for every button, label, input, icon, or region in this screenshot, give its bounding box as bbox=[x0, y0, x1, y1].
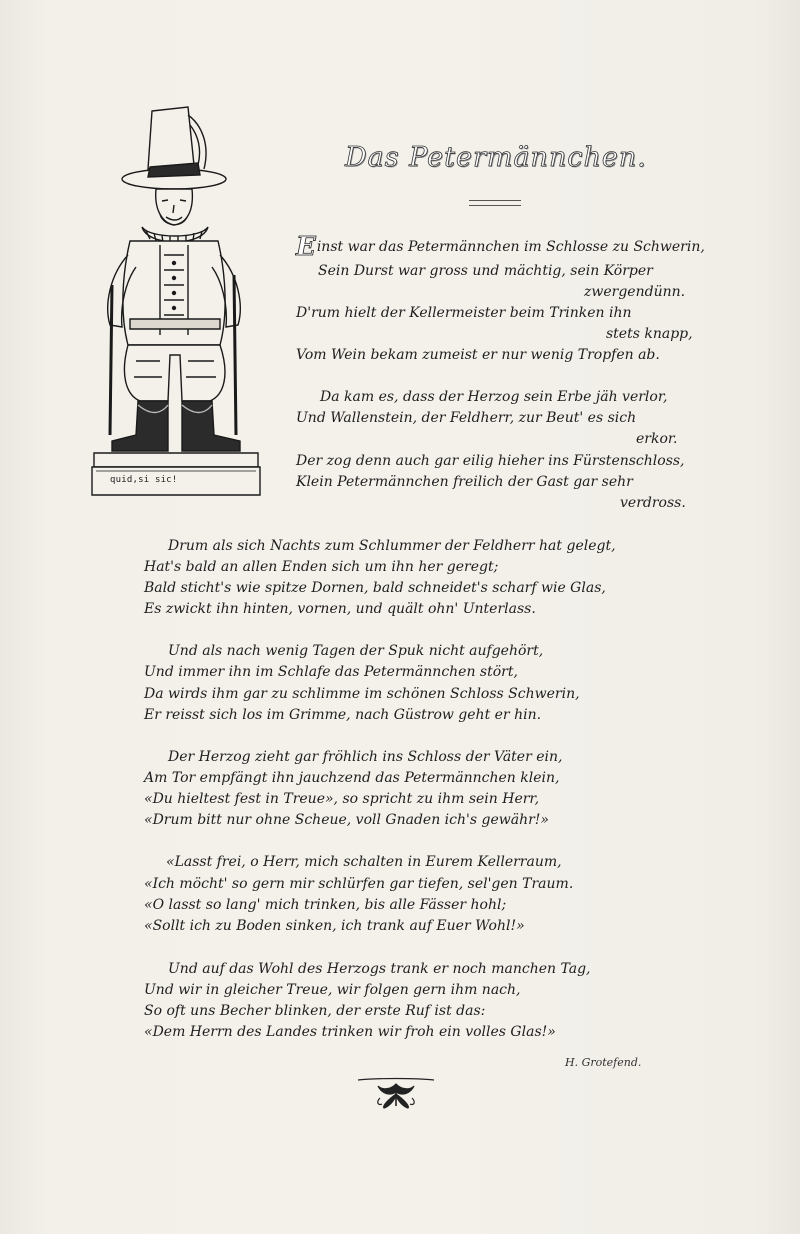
stanza-1-line-5: stets knapp, bbox=[606, 326, 693, 342]
stanza-1-line-1: Einst war das Petermännchen im Schlosse zu Schwerin, bbox=[296, 232, 705, 262]
stanza-1-line-3: zwergendünn. bbox=[584, 284, 686, 300]
stanza-6-line-1: «Lasst frei, o Herr, mich schalten in Eurem Kellerraum, bbox=[166, 854, 562, 870]
stanza-7-line-1: Und auf das Wohl des Herzogs trank er noch manchen Tag, bbox=[168, 961, 591, 977]
page-title: Das Petermännchen. bbox=[345, 142, 647, 173]
stanza-4-line-2: Und immer ihn im Schlafe das Petermännchen stört, bbox=[144, 664, 518, 680]
stanza-3-line-1: Drum als sich Nachts zum Schlummer der Feldherr hat gelegt, bbox=[168, 538, 616, 554]
stanza-1-line-2: Sein Durst war gross und mächtig, sein Körper bbox=[318, 263, 653, 279]
drop-cap: E bbox=[296, 232, 316, 262]
stanza-1-line-4: D'rum hielt der Kellermeister beim Trinken ihn bbox=[296, 305, 632, 321]
stanza-2-line-5: Klein Petermännchen freilich der Gast gar sehr bbox=[296, 474, 633, 490]
plinth-inscription: quid,si sic! bbox=[110, 475, 178, 485]
stanza-4-line-4: Er reisst sich los im Grimme, nach Güstrow geht er hin. bbox=[144, 707, 542, 723]
stanza-2-line-2: Und Wallenstein, der Feldherr, zur Beut' es sich bbox=[296, 410, 637, 426]
stanza-4-line-3: Da wirds ihm gar zu schlimme im schönen Schloss Schwerin, bbox=[144, 686, 580, 702]
stanza-2-line-6: verdross. bbox=[620, 495, 686, 511]
stanza-5-line-4: «Drum bitt nur ohne Scheue, voll Gnaden ich's gewähr!» bbox=[144, 812, 549, 828]
stanza-5-line-2: Am Tor empfängt ihn jauchzend das Petermännchen klein, bbox=[144, 770, 560, 786]
stanza-3-line-2: Hat's bald an allen Enden sich um ihn her geregt; bbox=[144, 559, 499, 575]
stanza-6-line-4: «Sollt ich zu Boden sinken, ich trank auf Euer Wohl!» bbox=[144, 918, 525, 934]
stanza-1-line-6: Vom Wein bekam zumeist er nur wenig Tropfen ab. bbox=[296, 347, 660, 363]
stanza-2-line-4: Der zog denn auch gar eilig hieher ins Fürstenschloss, bbox=[296, 453, 685, 469]
author-signature: H. Grotefend. bbox=[565, 1056, 642, 1069]
title-divider bbox=[469, 200, 521, 206]
stanza-2-line-1: Da kam es, dass der Herzog sein Erbe jäh verlor, bbox=[320, 389, 668, 405]
petermaennchen-illustration bbox=[90, 105, 262, 497]
stanza-6-line-2: «Ich möcht' so gern mir schlürfen gar tiefen, sel'gen Traum. bbox=[144, 876, 574, 892]
stanza-6-line-3: «O lasst so lang' mich trinken, bis alle Fässer hohl; bbox=[144, 897, 507, 913]
stanza-3-line-4: Es zwickt ihn hinten, vornen, und quält ohn' Unterlass. bbox=[144, 601, 536, 617]
stanza-2-line-3: erkor. bbox=[636, 431, 678, 447]
stanza-5-line-1: Der Herzog zieht gar fröhlich ins Schloss der Väter ein, bbox=[168, 749, 563, 765]
stanza-7-line-4: «Dem Herrn des Landes trinken wir froh ein volles Glas!» bbox=[144, 1024, 556, 1040]
statue-drawing bbox=[90, 105, 262, 497]
stanza-7-line-3: So oft uns Becher blinken, der erste Ruf ist das: bbox=[144, 1003, 486, 1019]
stanza-7-line-2: Und wir in gleicher Treue, wir folgen gern ihm nach, bbox=[144, 982, 521, 998]
stanza-4-line-1: Und als nach wenig Tagen der Spuk nicht aufgehört, bbox=[168, 643, 544, 659]
ornament-icon bbox=[356, 1076, 436, 1110]
stanza-3-line-3: Bald sticht's wie spitze Dornen, bald schneidet's scharf wie Glas, bbox=[144, 580, 606, 596]
stanza-5-line-3: «Du hieltest fest in Treue», so spricht zu ihm sein Herr, bbox=[144, 791, 540, 807]
